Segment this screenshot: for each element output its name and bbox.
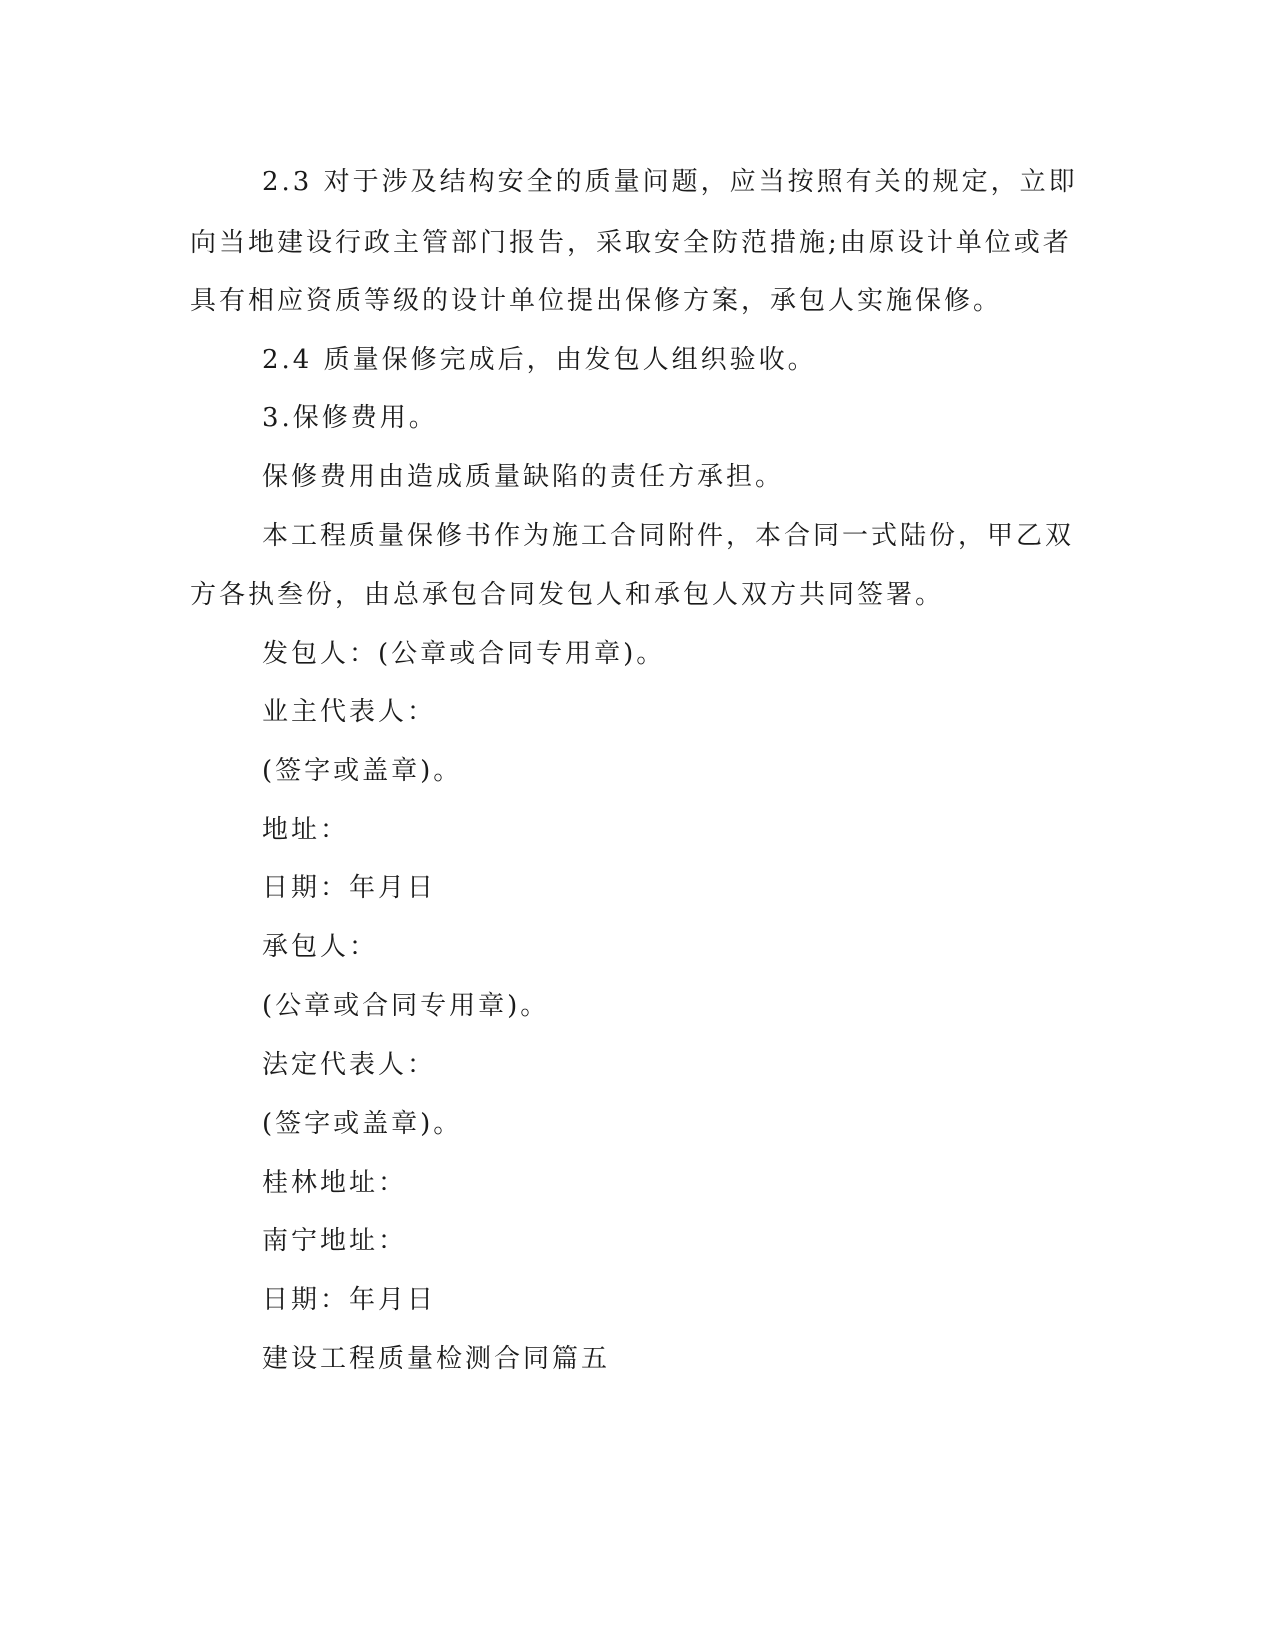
sign-or-seal-line-1: (签字或盖章)。 xyxy=(262,756,463,786)
paragraph-2-3-line-1: 2.3 对于涉及结构安全的质量问题，应当按照有关的规定，立即 xyxy=(262,167,1078,197)
section-heading-part-5: 建设工程质量检测合同篇五 xyxy=(262,1344,611,1374)
contractor-line: 承包人： xyxy=(262,932,379,962)
paragraph-2-3-line-3: 具有相应资质等级的设计单位提出保修方案，承包人实施保修。 xyxy=(190,286,1003,316)
owner-representative-line: 业主代表人： xyxy=(262,697,437,727)
paragraph-2-4: 2.4 质量保修完成后，由发包人组织验收。 xyxy=(262,345,817,375)
legal-representative-line: 法定代表人： xyxy=(262,1050,437,1080)
date-line-2: 日期：年月日 xyxy=(262,1285,437,1315)
paragraph-attachment-line-2: 方各执叁份，由总承包合同发包人和承包人双方共同签署。 xyxy=(190,580,945,610)
contractor-seal-line: (公章或合同专用章)。 xyxy=(262,991,550,1021)
paragraph-cost: 保修费用由造成质量缺陷的责任方承担。 xyxy=(262,462,785,492)
nanning-address-line: 南宁地址： xyxy=(262,1226,408,1256)
section-3-heading: 3.保修费用。 xyxy=(262,403,438,433)
paragraph-attachment-line-1: 本工程质量保修书作为施工合同附件，本合同一式陆份，甲乙双 xyxy=(262,521,1075,551)
sign-or-seal-line-2: (签字或盖章)。 xyxy=(262,1109,463,1139)
guilin-address-line: 桂林地址： xyxy=(262,1168,408,1198)
employer-seal-line: 发包人：(公章或合同专用章)。 xyxy=(262,639,666,669)
paragraph-2-3-line-2: 向当地建设行政主管部门报告，采取安全防范措施;由原设计单位或者 xyxy=(190,228,1072,258)
address-line: 地址： xyxy=(262,815,350,845)
date-line-1: 日期：年月日 xyxy=(262,873,437,903)
